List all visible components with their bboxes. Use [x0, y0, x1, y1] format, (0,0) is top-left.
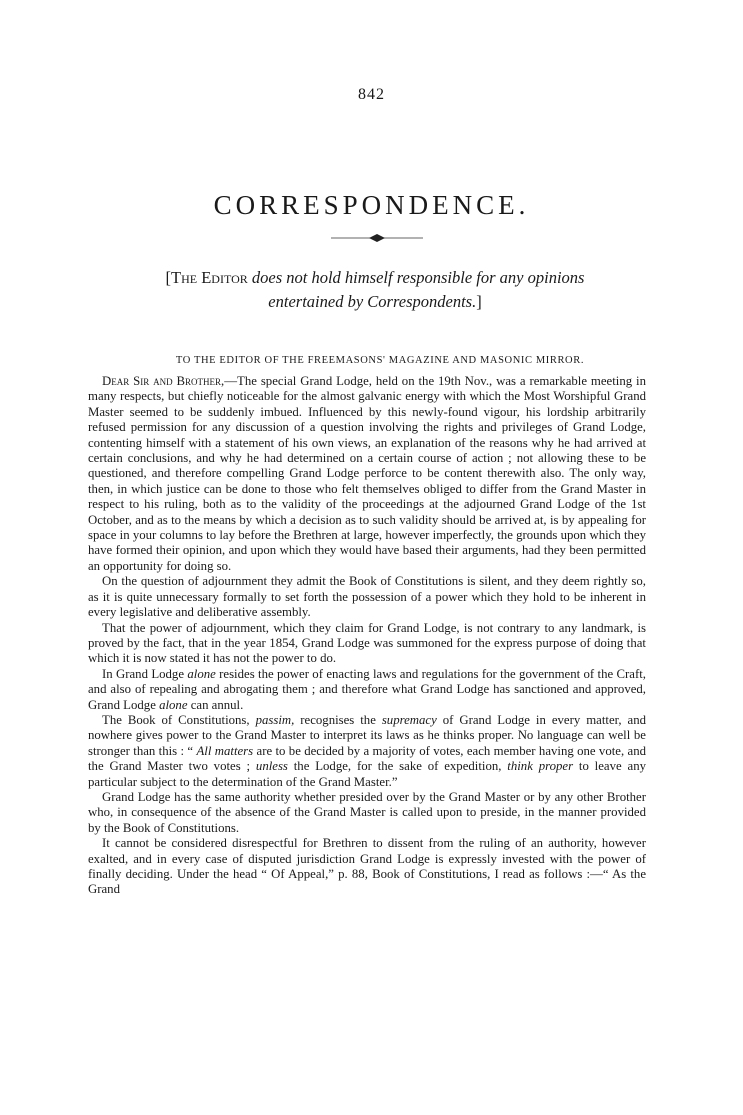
p4-alone-1: alone	[187, 666, 216, 681]
paragraph-1-text: —The special Grand Lodge, held on the 19th Nov., was a remarkable meeting in many respects, but chiefly noticeable for the almost galvanic energy with which the Most Worshipful Grand Master seemed to be suddenly imbued. Influenced by this newly-found vigour, his lordship arbitrarily refused permission for any discussion of a question involving the rights and privileges of Grand Lodge, contenting himself with a statement of his own views, an explanation of the reasons why he had arrived at certain conclusions, and why he had determined on a certain course of action ; not allowing these to be questioned, and therefore compelling Grand Lodge perforce to be content therewith also. The only way, then, in which justice can be done to those who felt themselves obliged to differ from the Grand Master in respect to his ruling, both as to the validity of the proceedings at the adjourned Grand Lodge of the 1st October, and as to the means by which a decision as to such validity should be arrived at, is by appealing for space in your columns to lay before the Brethren at large, however imperfectly, the grounds upon which they have formed their opinion, and upon which they would have based their arguments, had they been permitted an opportunity for doing so.	[88, 374, 646, 573]
ornament-divider-icon	[327, 232, 427, 244]
disclaimer-line2: entertained by Correspondents.	[268, 292, 477, 311]
paragraph-3: That the power of adjournment, which they claim for Grand Lodge, is not contrary to any landmark, is proved by the fact, that in the year 1854, Grand Lodge was summoned for the express purpose of doing that which it is now stated it has not the power to do.	[88, 620, 646, 666]
paragraph-2: On the question of adjournment they admit the Book of Constitutions is silent, and they deem rightly so, as it is quite unnecessary formally to set forth the possession of a power which they hold to be inherent in every legislative and deliberative assembly.	[88, 574, 646, 620]
p5-supremacy: supremacy	[381, 712, 437, 727]
p5-text-c: of Grand Lodge in every matter, and nowhere gives power to the Grand Master to interpret its laws as he thinks proper. No language can well be stronger than this : “	[88, 712, 647, 758]
p4-text-b: resides the power of enacting laws and regulations for the government of the Craft, and also of repealing and abrogating them ; and therefore what Grand Lodge has sanctioned and approved, Grand Lodge	[88, 666, 646, 712]
page-title: CORRESPONDENCE.	[213, 190, 530, 220]
editor-disclaimer	[110, 266, 640, 314]
p5-text-d: are to be decided by a majority of votes, each member having one vote, and the Grand Master two votes ;	[88, 743, 646, 774]
disclaimer-open-bracket: [	[165, 268, 172, 287]
paragraph-4	[88, 667, 646, 713]
page-number: 842	[358, 86, 385, 103]
p5-text-a: The Book of Constitutions,	[102, 712, 256, 727]
p4-text-a: In Grand Lodge	[102, 666, 188, 681]
paragraph-6: Grand Lodge has the same authority whether presided over by the Grand Master or by any other Brother who, in consequence of the absence of the Grand Master is called upon to preside, in the manner provided by the Book of Constitutions.	[88, 789, 646, 835]
p5-text-f: to leave any particular subject to the determination of the Grand Master.”	[88, 759, 646, 789]
salutation: Dear Sir and Brother,	[102, 374, 225, 388]
p5-text-b: recognises the	[294, 712, 382, 727]
disclaimer-line1: does not hold himself responsible for any opinions	[247, 268, 585, 287]
paragraph-1	[88, 374, 646, 574]
p5-all-matters: All matters	[196, 743, 254, 758]
p5-think-proper: think proper	[507, 759, 574, 774]
p4-alone-2: alone	[159, 697, 188, 712]
p5-unless: unless	[255, 759, 288, 774]
paragraph-7: It cannot be considered disrespectful for Brethren to dissent from the ruling of an authority, however exalted, and in every case of disputed jurisdiction Grand Lodge is expressly invested with the power of finally deciding. Under the head “ Of Appeal,” p. 88, Book of Constitutions, I read as follows :—“ As the Grand	[88, 836, 646, 897]
disclaimer-close-bracket: ]	[476, 292, 482, 311]
p5-text-e: the Lodge, for the sake of expedition,	[287, 759, 508, 774]
paragraph-5	[88, 713, 646, 790]
p4-text-c: can annul.	[187, 697, 244, 712]
letter-body	[88, 374, 646, 898]
p5-passim: passim,	[255, 712, 295, 727]
letter-address: TO THE EDITOR OF THE FREEMASONS' MAGAZINE AND MASONIC MIRROR.	[175, 355, 585, 366]
disclaimer-editor: The Editor	[171, 268, 248, 287]
